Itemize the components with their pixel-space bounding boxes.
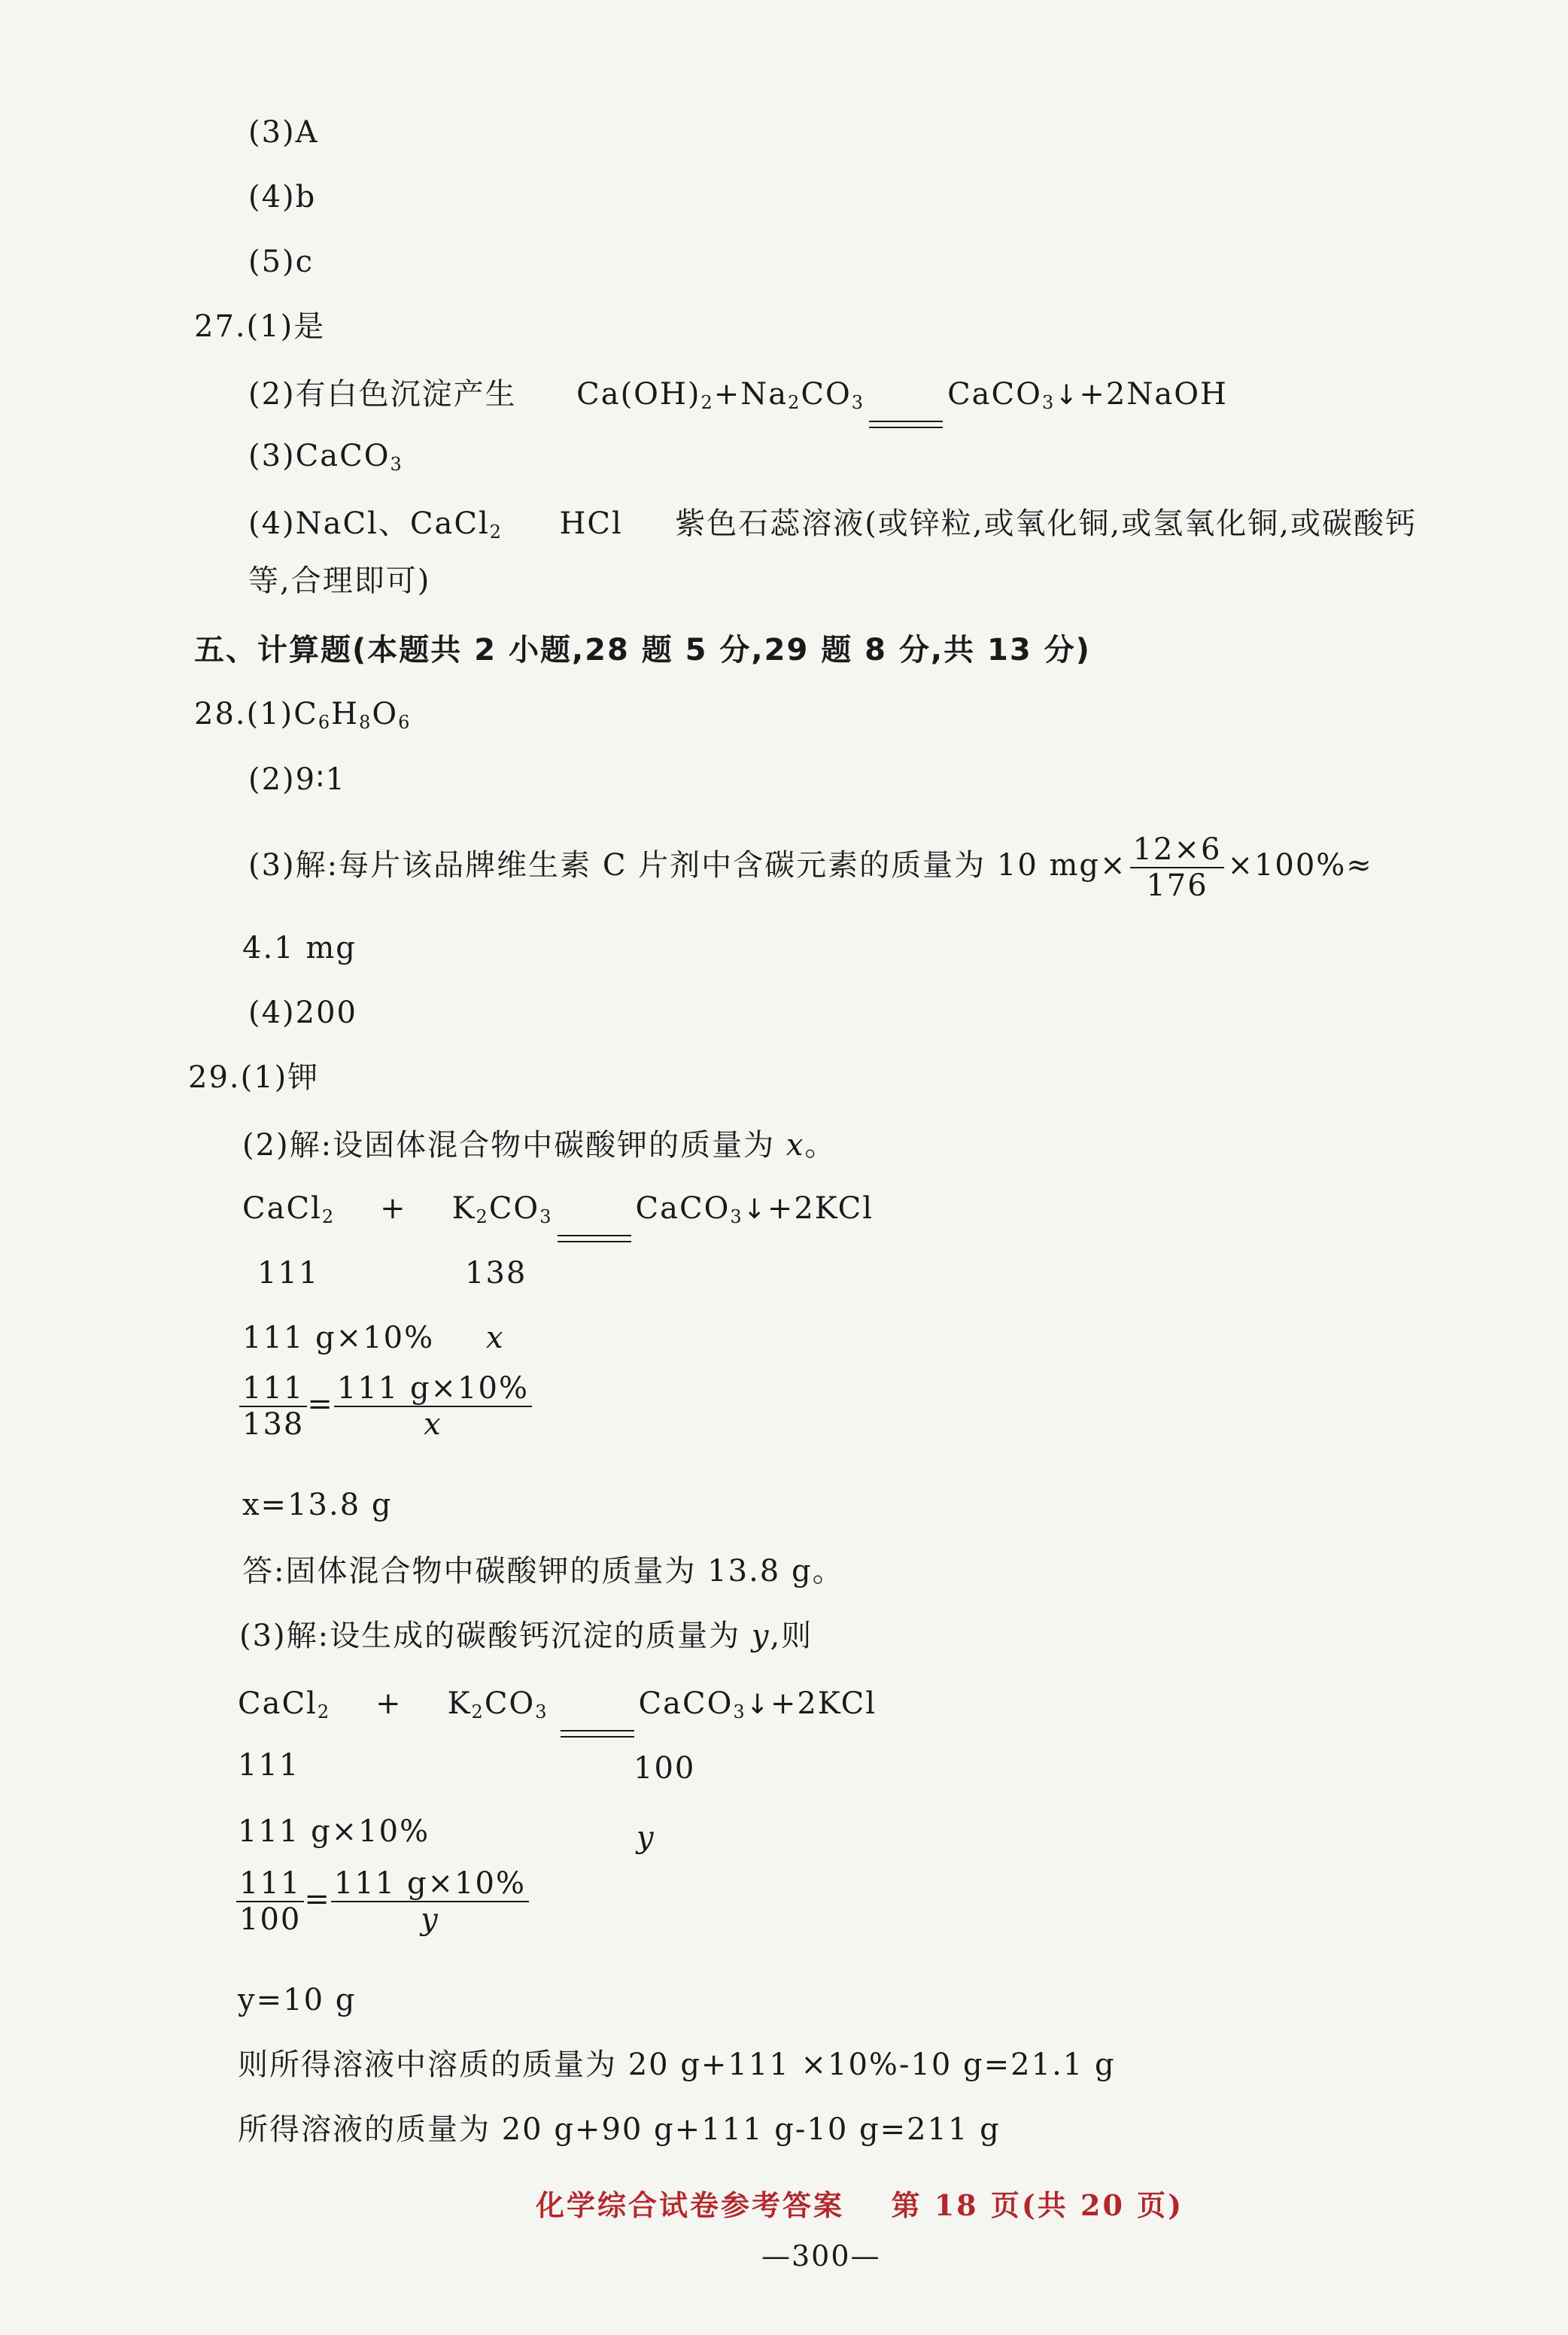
fraction (239, 1371, 307, 1442)
question-29-3 (239, 1618, 813, 1654)
question-27-1: 27.(1)是 (194, 309, 326, 344)
question-27-4-cont: 等,合理即可) (248, 564, 431, 598)
answer-text: ×100%≈ (1227, 848, 1373, 883)
question-28-1: $28.(1)C_6H_8O_6$ (194, 697, 412, 733)
answer-line: (3)A (248, 115, 319, 150)
answer-text: ,则 (770, 1619, 813, 1653)
unknown-variable: y (637, 1820, 655, 1855)
reaction-equation-1: CaCl$_2$ + $K_2CO_3$ CaCO$_3$↓+2KCl (242, 1191, 874, 1227)
fraction (236, 1866, 304, 1937)
answer-text: (3)解:设生成的碳酸钙沉淀的质量为 (239, 1619, 741, 1653)
fraction (334, 1371, 532, 1442)
fraction-numerator: 111 g×10% (333, 1866, 526, 1901)
page-number: —300— (761, 2239, 881, 2273)
fraction-numerator: 111 (242, 1371, 305, 1406)
answer-text: 紫色石蕊溶液(或锌粒,或氧化铜,或氢氧化铜,或碳酸钙 (675, 506, 1417, 541)
answer-text: (3)解:每片该品牌维生素 C 片剂中含碳元素的质量为 10 mg× (248, 848, 1127, 883)
molar-mass: 100 (634, 1751, 696, 1786)
solution-mass: 所得溶液的质量为 20 g+90 g+111 g-10 g=211 g (238, 2112, 1001, 2147)
question-28-3 (248, 832, 1373, 903)
result-y: y=10 g (238, 1983, 357, 2017)
footer-title (536, 2182, 1184, 2224)
fraction-denominator: y (331, 1901, 529, 1937)
solute-mass: 则所得溶液中溶质的质量为 20 g+111 ×10%-10 g=21.1 g (238, 2048, 1116, 2082)
answer-29-2: 答:固体混合物中碳酸钾的质量为 13.8 g。 (242, 1554, 844, 1589)
given-mass: 111 g×10% (242, 1321, 435, 1355)
proportion-1: $\frac{111}{138}$ = $\frac{111 g\times 10\%}{x}$ (239, 1371, 532, 1442)
result-x: x=13.8 g (242, 1488, 393, 1522)
question-27-2 (248, 376, 1228, 414)
fraction-numerator: 111 (239, 1866, 302, 1901)
fraction-denominator: 176 (1130, 867, 1225, 903)
footer-title-text: 化学综合试卷参考答案 (536, 2188, 845, 2222)
variable: y (751, 1619, 770, 1653)
answer-text: (4)NaCl、CaCl (248, 506, 490, 541)
molar-mass: 111 (238, 1748, 300, 1783)
answer-line: (4)b (248, 180, 317, 214)
answer-text: (3)CaCO (248, 439, 390, 473)
reaction-equation-2: CaCl$_2$ + $K_2CO_3$ CaCO$_3$↓+2KCl (238, 1686, 877, 1722)
question-29-1: 29.(1)钾 (188, 1060, 320, 1095)
section-heading: 五、计算题(本题共 2 小题,28 题 5 分,29 题 8 分,共 13 分) (194, 633, 1091, 667)
answer-text: 。 (804, 1128, 837, 1163)
variable: x (786, 1128, 805, 1163)
fraction-denominator: x (334, 1406, 532, 1442)
answer-text: (2)有白色沉淀产生 (248, 377, 517, 412)
fraction (1130, 832, 1225, 903)
proportion-2: $\frac{111}{100}$ = $\frac{111 g\times 10\%}{y}$ (236, 1866, 529, 1937)
answer-text: 28.(1)C (194, 697, 318, 731)
molar-mass: 138 (465, 1256, 527, 1291)
answer-text: (2)解:设固体混合物中碳酸钾的质量为 (242, 1128, 776, 1163)
fraction-numerator: 12×6 (1132, 832, 1222, 867)
question-27-3: (3)CaCO$_3$ (248, 439, 403, 475)
unknown-variable: x (486, 1321, 505, 1355)
question-28-3-cont: 4.1 mg (242, 931, 357, 965)
footer-page-info: 第 18 页(共 20 页) (891, 2188, 1184, 2222)
answer-text: HCl (559, 506, 623, 541)
molar-mass: 111 (257, 1256, 320, 1291)
given-mass: 111 g×10% (238, 1814, 430, 1849)
question-28-4: (4)200 (248, 996, 358, 1030)
question-29-2 (242, 1127, 836, 1163)
fraction-numerator: 111 g×10% (336, 1371, 529, 1406)
fraction (331, 1866, 529, 1937)
fraction-denominator: 138 (239, 1406, 307, 1442)
answer-line: (5)c (248, 245, 315, 279)
question-27-4: (4)NaCl、CaCl$_2$ HCl 紫色石蕊溶液(或锌粒,或氧化铜,或氢氧化铜,或碳酸钙 (248, 506, 1417, 543)
question-28-2: (2)9∶1 (248, 762, 346, 797)
fraction-denominator: 100 (236, 1901, 304, 1937)
chemical-equation: $Ca(OH)_2+Na_2CO_3$ CaCO$_3$↓+2NaOH (576, 377, 1228, 413)
